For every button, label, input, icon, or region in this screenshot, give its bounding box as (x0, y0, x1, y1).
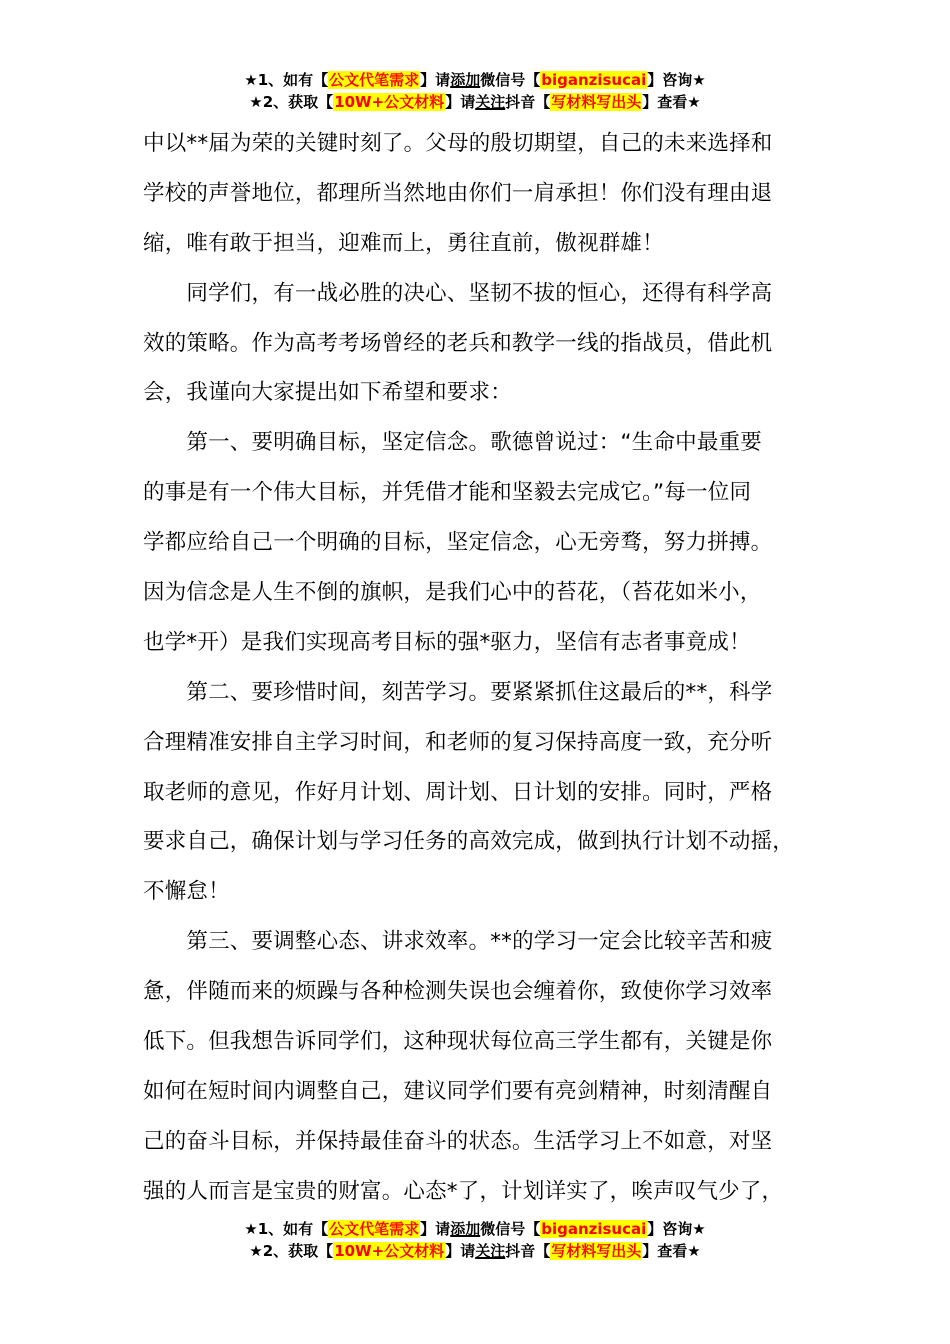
banner-text: ★2、获取【 (249, 1242, 334, 1260)
body-line: 缩，唯有敢于担当，迎难而上，勇往直前，傲视群雄！ (143, 230, 664, 256)
highlight-text: 公文代笔需求 (329, 71, 420, 89)
body-line: 第三、要调整心态、讲求效率。**的学习一定会比较辛苦和疲 (143, 929, 773, 955)
body-line: 惫，伴随而来的烦躁与各种检测失误也会缠着你，致使你学习效率 (143, 979, 773, 1005)
body-line: 己的奋斗目标，并保持最佳奋斗的状态。生活学习上不如意，对坚 (143, 1128, 773, 1154)
banner-text: 微信号【 (480, 1220, 541, 1238)
body-line: 效的策略。作为高考考场曾经的老兵和教学一线的指战员，借此机 (143, 330, 773, 356)
banner-text: 】请 (420, 71, 451, 89)
highlight-text: 10W+公文材料 (334, 1242, 445, 1260)
banner-text: ★1、如有【 (244, 71, 329, 89)
highlight-text: biganzisucai (541, 1220, 647, 1238)
body-line: 的事是有一个伟大目标，并凭借才能和坚毅去完成它。”每一位同 (143, 480, 752, 506)
banner-text: 】咨询★ (647, 1220, 706, 1238)
underlined-text: 添加 (450, 71, 481, 89)
banner-text: 微信号【 (480, 71, 541, 89)
body-line: 同学们，有一战必胜的决心、坚韧不拔的恒心，还得有科学高 (143, 280, 773, 306)
body-line: 学校的声誉地位，都理所当然地由你们一肩承担！你们没有理由退 (143, 180, 773, 206)
banner-text: 】查看★ (642, 93, 701, 111)
highlight-text: 公文代笔需求 (329, 1220, 420, 1238)
highlight-text: 写材料写出头 (551, 93, 642, 111)
banner-text: 抖音【 (505, 1242, 551, 1260)
body-line: 会，我谨向大家提出如下希望和要求： (143, 380, 512, 406)
body-line: 低下。但我想告诉同学们，这种现状每位高三学生都有，关键是你 (143, 1029, 773, 1055)
banner-text: ★1、如有【 (244, 1220, 329, 1238)
body-line: 也学*开）是我们实现高考目标的强*驱力，坚信有志者事竟成！ (143, 629, 751, 655)
banner-text: 】请 (445, 1242, 476, 1260)
body-line: 因为信念是人生不倒的旗帜，是我们心中的苔花，（苔花如米小， (143, 580, 762, 606)
body-line: 合理精准安排自主学习时间，和老师的复习保持高度一致，充分听 (143, 729, 773, 755)
underlined-text: 添加 (450, 1220, 481, 1238)
banner-text: 】请 (445, 93, 476, 111)
body-line: 如何在短时间内调整自己，建议同学们要有亮剑精神，时刻清醒自 (143, 1078, 773, 1104)
body-line: 第一、要明确目标，坚定信念。歌德曾说过：“生命中最重要 (143, 430, 762, 456)
banner-line-2 (0, 91, 950, 113)
body-line: 不懈怠！ (143, 879, 230, 905)
banner-text: ★2、获取【 (249, 93, 334, 111)
banner-text: 】查看★ (642, 1242, 701, 1260)
banner-text: 】请 (420, 1220, 451, 1238)
underlined-text: 关注 (475, 1242, 506, 1260)
body-line: 学都应给自己一个明确的目标，坚定信念，心无旁骛，努力拼搏。 (143, 530, 773, 556)
body-line: 要求自己，确保计划与学习任务的高效完成，做到执行计划不动摇， (143, 829, 795, 855)
document-body (143, 119, 833, 1217)
banner-line-2 (0, 1240, 950, 1262)
header-banner (0, 69, 950, 113)
body-line: 第二、要珍惜时间，刻苦学习。要紧紧抓住这最后的**，科学 (143, 679, 773, 705)
highlight-text: 10W+公文材料 (334, 93, 445, 111)
highlight-text: biganzisucai (541, 71, 647, 89)
highlight-text: 写材料写出头 (551, 1242, 642, 1260)
banner-text: 抖音【 (505, 93, 551, 111)
underlined-text: 关注 (475, 93, 506, 111)
footer-banner (0, 1218, 950, 1262)
banner-text: 】咨询★ (647, 71, 706, 89)
body-line: 强的人而言是宝贵的财富。心态*了，计划详实了，唉声叹气少了， (143, 1178, 784, 1204)
body-line: 取老师的意见，作好月计划、周计划、日计划的安排。同时，严格 (143, 779, 773, 805)
body-line: 中以**届为荣的关键时刻了。父母的殷切期望，自己的未来选择和 (143, 131, 773, 156)
banner-line-1 (0, 69, 950, 91)
banner-line-1 (0, 1218, 950, 1240)
